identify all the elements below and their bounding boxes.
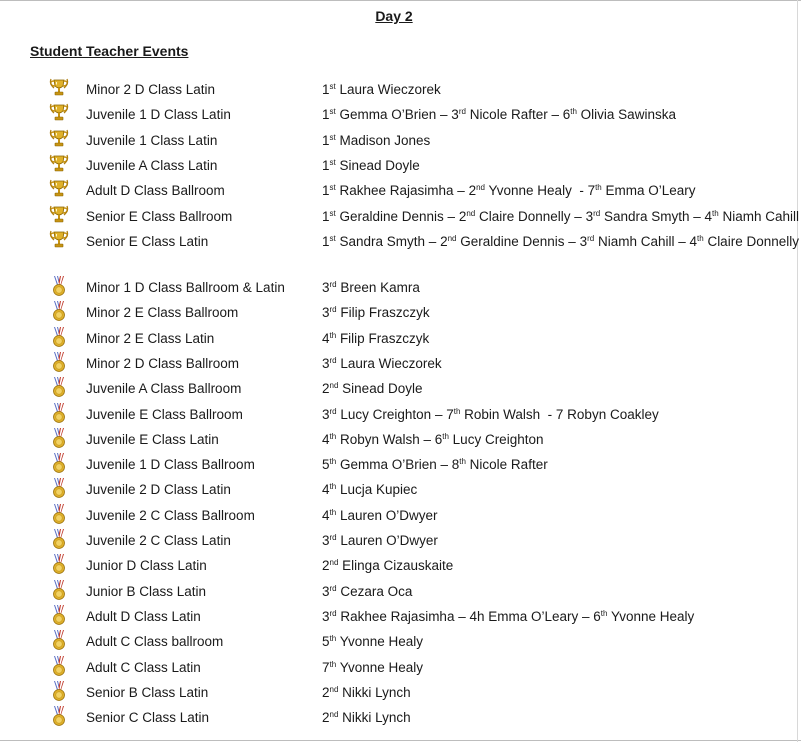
trophy-icon (48, 153, 70, 175)
place-number: 7 (446, 406, 454, 422)
trophy-icon (48, 204, 70, 226)
place-suffix: nd (466, 208, 476, 218)
result-row (0, 629, 801, 654)
medal-icon (48, 655, 70, 677)
medal-icon (48, 629, 70, 651)
place-suffix: th (329, 659, 337, 669)
place-suffix: nd (329, 558, 339, 568)
medal-icon (48, 553, 70, 575)
competitor-text: Elinga Cizauskaite (338, 558, 454, 574)
result-row (0, 275, 801, 300)
result-row (0, 402, 801, 427)
event-result (322, 381, 422, 396)
event-category: Juvenile 1 D Class Ballroom (86, 457, 255, 473)
place-number: 2 (322, 684, 330, 700)
event-category: Juvenile 1 Class Latin (86, 132, 218, 148)
competitor-text: Geraldine Dennis – (335, 208, 459, 224)
event-result (322, 183, 696, 198)
result-row (0, 579, 801, 604)
event-category: Juvenile 2 D Class Latin (86, 482, 231, 498)
medal-icon (48, 579, 70, 601)
event-category: Juvenile E Class Latin (86, 431, 219, 447)
event-result (322, 457, 548, 472)
event-category: Adult C Class ballroom (86, 634, 224, 650)
place-suffix: rd (329, 533, 337, 542)
trophy-icon (48, 128, 70, 150)
place-suffix: rd (329, 280, 337, 289)
medal-icon (48, 680, 70, 702)
place-number: 1 (322, 233, 330, 249)
place-suffix: nd (329, 381, 339, 391)
competitor-text: Nikki Lynch (338, 684, 411, 700)
page-title: Day 2 (375, 8, 413, 24)
medal-icon (48, 452, 70, 474)
medal-icon (48, 351, 70, 373)
trophy-icon (48, 229, 70, 251)
medal-icon (48, 528, 70, 550)
event-category: Juvenile E Class Ballroom (86, 406, 243, 422)
event-result (322, 634, 423, 649)
result-row (0, 77, 801, 102)
event-category: Minor 2 D Class Ballroom (86, 355, 240, 371)
medal-icon (48, 604, 70, 626)
event-category: Minor 2 E Class Latin (86, 330, 215, 346)
place-suffix: nd (447, 233, 457, 243)
place-number: 4 (322, 330, 330, 346)
event-result (322, 432, 543, 447)
place-suffix: th (329, 482, 337, 492)
competitor-text: Sandra Smyth – (600, 208, 705, 224)
competitor-text: Filip Fraszczyk (336, 305, 430, 321)
result-row (0, 427, 801, 452)
place-number: 1 (322, 208, 330, 224)
bottom-border (0, 740, 801, 741)
event-result (322, 710, 411, 725)
place-suffix: th (697, 233, 704, 243)
competitor-text: Niamh Cahill (718, 208, 799, 224)
place-number: 6 (593, 608, 601, 624)
result-row (0, 604, 801, 629)
place-suffix: rd (329, 305, 337, 315)
competitor-text: Cezara Oca (336, 583, 413, 599)
place-number: 2 (322, 558, 330, 574)
result-row (0, 128, 801, 153)
event-category: Juvenile 1 D Class Latin (86, 107, 231, 123)
place-number: 2 (322, 710, 330, 726)
place-number: 7 (322, 659, 330, 675)
place-suffix: th (712, 208, 719, 218)
event-result (322, 280, 420, 295)
trophy-icon (48, 77, 70, 99)
event-result (322, 356, 442, 371)
event-result (322, 660, 423, 675)
competitor-text: Gemma O’Brien – (336, 457, 452, 473)
competitor-text: Madison Jones (335, 132, 431, 148)
event-result (322, 533, 438, 548)
event-result (322, 331, 429, 346)
result-row (0, 528, 801, 553)
place-number: 3 (322, 305, 330, 321)
competitor-text: Lucy Creighton (448, 431, 544, 447)
place-number: 6 (562, 107, 571, 123)
place-suffix: st (329, 107, 336, 117)
place-suffix: th (570, 107, 577, 117)
competitor-text: Rakhee Rajasimha – 4h Emma O’Leary – (336, 608, 594, 624)
medal-icon (48, 326, 70, 348)
place-number: 5 (322, 634, 330, 650)
place-number: 3 (451, 107, 459, 123)
competitor-text: Breen Kamra (336, 280, 420, 295)
medal-icon (48, 275, 70, 297)
result-row (0, 655, 801, 680)
place-suffix: nd (329, 710, 339, 720)
event-result (322, 305, 430, 320)
competitor-text: Lucja Kupiec (336, 482, 418, 498)
result-row (0, 376, 801, 401)
place-number: 2 (322, 381, 330, 397)
place-number: 2 (468, 183, 477, 199)
result-row (0, 204, 801, 229)
result-row (0, 153, 801, 178)
competitor-text: Lucy Creighton – (336, 406, 447, 422)
medal-icon (48, 705, 70, 727)
medal-icon (48, 376, 70, 398)
event-category: Adult C Class Latin (86, 659, 201, 675)
event-category: Adult D Class Latin (86, 608, 201, 624)
event-category: Minor 2 E Class Ballroom (86, 305, 239, 321)
result-row (0, 503, 801, 528)
medal-icon (48, 300, 70, 322)
event-result (322, 508, 437, 523)
result-row (0, 477, 801, 502)
competitor-text: Sinead Doyle (338, 381, 423, 397)
competitor-text: Yvonne Healy (607, 608, 695, 624)
place-suffix: st (329, 132, 336, 142)
competitor-text: Laura Wieczorek (335, 82, 441, 97)
place-suffix: nd (329, 684, 339, 694)
competitor-text: Lauren O’Dwyer (336, 507, 438, 523)
competitor-text: Yvonne Healy - (485, 183, 588, 199)
place-number: 3 (322, 406, 330, 422)
competitor-text: Claire Donnelly – (475, 208, 586, 224)
place-number: 1 (322, 82, 330, 97)
competitor-text: Yvonne Healy (336, 634, 424, 650)
place-suffix: st (329, 208, 336, 218)
event-category: Senior C Class Latin (86, 710, 210, 726)
competitor-text: Claire Donnelly (703, 233, 799, 249)
event-result (322, 609, 694, 624)
place-suffix: th (329, 431, 337, 441)
place-number: 1 (322, 157, 330, 173)
competitor-text: Laura Wieczorek (336, 355, 442, 371)
place-number: 3 (585, 208, 594, 224)
event-category: Senior E Class Latin (86, 233, 209, 249)
place-number: 4 (322, 507, 330, 523)
place-suffix: th (595, 183, 602, 193)
result-row (0, 705, 801, 730)
place-suffix: th (453, 406, 461, 416)
place-suffix: th (459, 457, 466, 467)
place-number: 1 (322, 183, 330, 199)
competitor-text: Nicole Rafter (465, 457, 548, 473)
competitor-text: Robin Walsh - 7 Robyn Coakley (460, 406, 659, 422)
competitor-text: Rakhee Rajasimha – (335, 183, 469, 199)
place-suffix: st (329, 82, 336, 91)
result-row (0, 300, 801, 325)
competitor-text: Yvonne Healy (336, 659, 424, 675)
trophy-icon (48, 102, 70, 124)
event-result (322, 407, 659, 422)
place-suffix: rd (587, 233, 595, 243)
place-suffix: nd (476, 183, 485, 193)
competitor-text: Gemma O’Brien – (335, 107, 452, 123)
competitor-text: Filip Fraszczyk (336, 330, 430, 346)
place-suffix: th (600, 608, 608, 618)
place-number: 8 (451, 457, 460, 473)
event-category: Junior D Class Latin (86, 558, 207, 574)
medal-icon (48, 477, 70, 499)
result-row (0, 178, 801, 203)
competitor-text: Emma O’Leary (601, 183, 696, 199)
place-number: 3 (322, 608, 330, 624)
place-suffix: st (329, 157, 336, 167)
competitor-text: Robyn Walsh – (336, 431, 435, 447)
place-number: 5 (322, 457, 330, 473)
event-result (322, 209, 799, 224)
event-result (322, 82, 441, 97)
top-border (0, 0, 801, 1)
competitor-text: Sandra Smyth – (335, 233, 441, 249)
event-category: Juvenile A Class Latin (86, 157, 218, 173)
competitor-text: Olivia Sawinska (576, 107, 676, 123)
event-category: Minor 1 D Class Ballroom & Latin (86, 280, 285, 295)
event-category: Juvenile 2 C Class Latin (86, 533, 231, 548)
event-result (322, 234, 799, 249)
place-number: 3 (322, 280, 330, 295)
event-result (322, 558, 453, 573)
competitor-text: Sinead Doyle (335, 157, 420, 173)
event-category: Juvenile A Class Ballroom (86, 381, 242, 397)
place-suffix: th (329, 457, 337, 467)
place-suffix: rd (329, 406, 337, 416)
place-number: 4 (322, 482, 330, 498)
place-suffix: rd (458, 107, 466, 117)
place-number: 2 (458, 208, 467, 224)
place-number: 4 (704, 208, 713, 224)
result-row (0, 351, 801, 376)
place-suffix: rd (329, 355, 337, 365)
place-suffix: rd (593, 208, 601, 218)
event-result (322, 685, 411, 700)
section-heading: Student Teacher Events (30, 43, 189, 59)
event-result (322, 133, 430, 148)
place-suffix: th (329, 634, 337, 644)
place-suffix: th (329, 330, 337, 340)
event-category: Junior B Class Latin (86, 583, 207, 599)
event-result (322, 158, 420, 173)
place-suffix: th (442, 431, 449, 441)
result-row (0, 229, 801, 254)
result-row (0, 680, 801, 705)
result-row (0, 452, 801, 477)
result-row (0, 102, 801, 127)
event-category: Adult D Class Ballroom (86, 183, 225, 199)
competitor-text: Geraldine Dennis – (456, 233, 580, 249)
event-category: Minor 2 D Class Latin (86, 82, 216, 97)
event-result (322, 107, 676, 122)
competitor-text: Nicole Rafter – (465, 107, 563, 123)
place-number: 3 (322, 355, 330, 371)
result-row (0, 326, 801, 351)
result-row (0, 553, 801, 578)
event-result (322, 482, 417, 497)
place-suffix: st (329, 233, 336, 243)
event-category: Juvenile 2 C Class Ballroom (86, 507, 255, 523)
place-number: 7 (587, 183, 596, 199)
medal-icon (48, 427, 70, 449)
competitor-text: Niamh Cahill – (594, 233, 690, 249)
place-number: 1 (322, 107, 330, 123)
place-number: 3 (322, 583, 330, 599)
event-category: Senior B Class Latin (86, 684, 209, 700)
medal-icon (48, 402, 70, 424)
place-number: 3 (322, 533, 330, 548)
competitor-text: Nikki Lynch (338, 710, 411, 726)
medal-icon (48, 503, 70, 525)
place-suffix: rd (329, 608, 337, 618)
trophy-icon (48, 178, 70, 200)
place-suffix: st (329, 183, 336, 193)
competitor-text: Lauren O’Dwyer (336, 533, 438, 548)
place-number: 4 (322, 431, 330, 447)
event-result (322, 584, 412, 599)
place-number: 2 (440, 233, 448, 249)
event-category: Senior E Class Ballroom (86, 208, 233, 224)
place-number: 4 (689, 233, 698, 249)
place-number: 3 (579, 233, 588, 249)
place-number: 1 (322, 132, 330, 148)
place-suffix: th (329, 507, 337, 517)
place-suffix: rd (329, 583, 337, 593)
place-number: 6 (434, 431, 443, 447)
